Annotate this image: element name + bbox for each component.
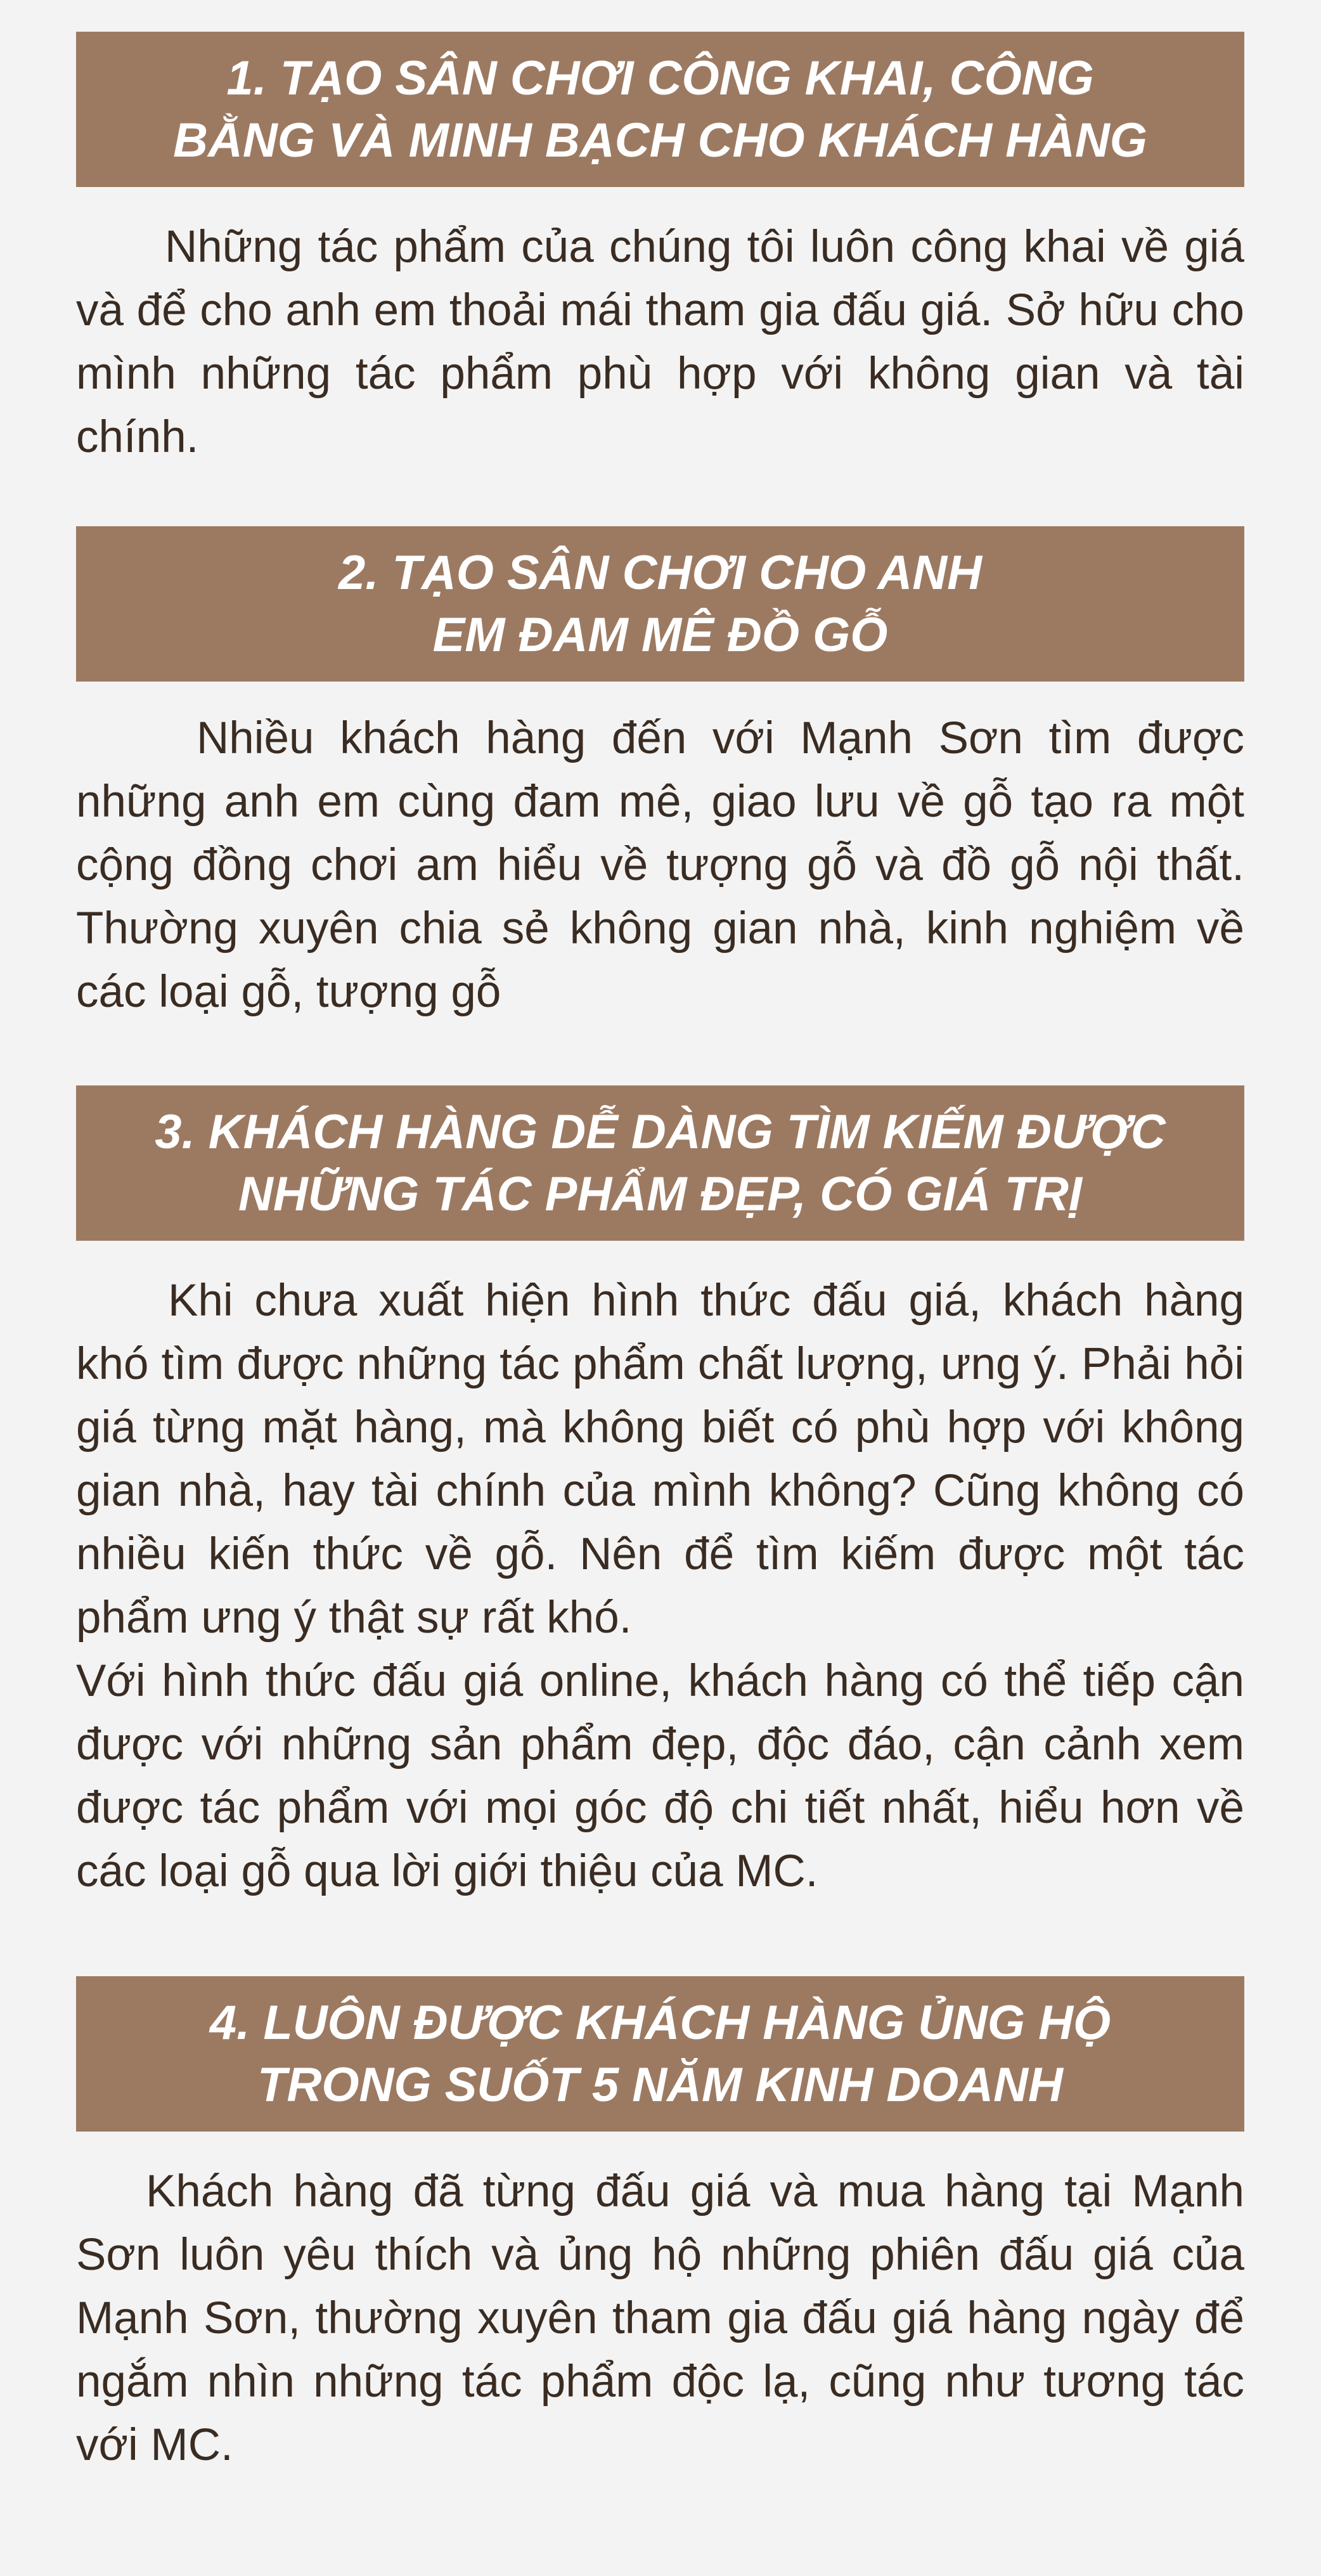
section-2-heading-line-1: 2. TẠO SÂN CHƠI CHO ANH [338,545,983,600]
section-4-body [76,2160,1244,2477]
section-1-heading-line-2: BẰNG VÀ MINH BẠCH CHO KHÁCH HÀNG [173,113,1147,167]
section-4-heading-banner [76,1976,1244,2132]
section-4-paragraph-1: Khách hàng đã từng đấu giá và mua hàng tại Mạnh Sơn luôn yêu thích và ủng hộ những phiên đấu giá của Mạnh Sơn, thường xuyên tham gia đấu giá hàng ngày để ngắm nhìn những tác phẩm độc lạ, cũng như tương tác với MC. [76,2166,1244,2470]
section-2-paragraph-1: Nhiều khách hàng đến với Mạnh Sơn tìm được những anh em cùng đam mê, giao lưu về gỗ tạo ra một cộng đồng chơi am hiểu về tượng gỗ và đồ gỗ nội thất. Thường xuyên chia sẻ không gian nhà, kinh nghiệm về các loại gỗ, tượng gỗ [76,713,1244,1017]
section-3-paragraph-1: Khi chưa xuất hiện hình thức đấu giá, khách hàng khó tìm được những tác phẩm chất lượng, ưng ý. Phải hỏi giá từng mặt hàng, mà không biết có phù hợp với không gian nhà, hay tài chính của mình không? Cũng không có nhiều kiến thức về gỗ. Nên để tìm kiếm được một tác phẩm ưng ý thật sự rất khó. [76,1276,1244,1643]
section-1-heading-banner [76,32,1244,187]
section-4-heading-line-2: TRONG SUỐT 5 NĂM KINH DOANH [257,2057,1063,2112]
section-3-body [76,1269,1244,1903]
section-1-paragraph-1: Những tác phẩm của chúng tôi luôn công khai về giá và để cho anh em thoải mái tham gia đấu giá. Sở hữu cho mình những tác phẩm phù hợp với không gian và tài chính. [76,222,1244,462]
section-4-heading-line-1: 4. LUÔN ĐƯỢC KHÁCH HÀNG ỦNG HỘ [209,1995,1111,2050]
section-3-paragraph-2: Với hình thức đấu giá online, khách hàng có thể tiếp cận được với những sản phẩm đẹp, độc đáo, cận cảnh xem được tác phẩm với mọi góc độ chi tiết nhất, hiểu hơn về các loại gỗ qua lời giới thiệu của MC. [76,1656,1244,1896]
section-1-heading-line-1: 1. TẠO SÂN CHƠI CÔNG KHAI, CÔNG [226,51,1094,105]
section-3-heading-line-2: NHỮNG TÁC PHẨM ĐẸP, CÓ GIÁ TRỊ [238,1167,1082,1221]
section-2-heading-line-2: EM ĐAM MÊ ĐỒ GỖ [432,607,888,662]
section-2-heading-banner [76,526,1244,682]
section-2-body [76,707,1244,1024]
section-3-heading-line-1: 3. KHÁCH HÀNG DỄ DÀNG TÌM KIẾM ĐƯỢC [155,1104,1166,1159]
section-1-body [76,216,1244,469]
section-3-heading-banner [76,1085,1244,1241]
